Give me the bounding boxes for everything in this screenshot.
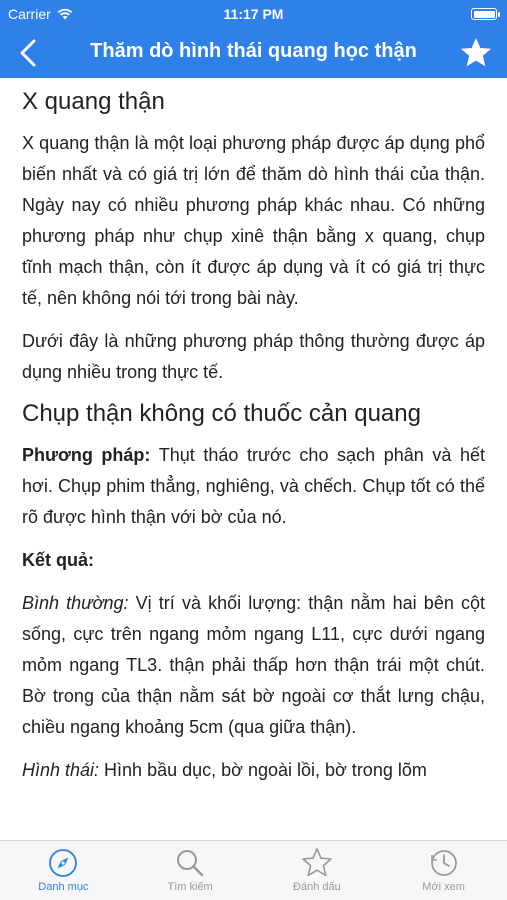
tab-bar	[0, 840, 507, 900]
battery-icon	[471, 8, 497, 20]
shape-paragraph	[22, 755, 485, 786]
method-paragraph	[22, 440, 485, 533]
favorite-star-icon[interactable]	[459, 36, 493, 70]
tab-label: Mới xem	[422, 881, 465, 893]
tab-catalog[interactable]	[0, 841, 127, 900]
normal-label: Bình thường:	[22, 593, 129, 613]
tab-recent[interactable]	[380, 841, 507, 900]
result-label: Kết quả:	[22, 550, 94, 570]
shape-text: Hình bầu dục, bờ ngoài lồi, bờ trong lõm	[99, 760, 427, 780]
tab-label: Tìm kiếm	[167, 881, 213, 893]
article-paragraph: Dưới đây là những phương pháp thông thường được áp dụng nhiều trong thực tế.	[22, 331, 485, 382]
shape-label: Hình thái:	[22, 760, 100, 780]
result-paragraph	[22, 545, 485, 576]
article-paragraph: X quang thận là một loại phương pháp được áp dụng phổ biến nhất và có giá trị lớn để thăm dò hình thái của thận. Ngày nay có nhiều phương pháp khác nhau. Có những phương pháp như chụp xinê thận bằng x quang, chụp tĩnh mạch thận, còn ít được áp dụng và ít có giá trị thực tế, nên không nói tới trong bài này.	[22, 133, 485, 308]
clock-icon	[427, 846, 461, 880]
section-heading: X quang thận	[22, 88, 165, 115]
tab-label: Danh mục	[38, 881, 89, 893]
back-chevron-icon[interactable]	[14, 37, 44, 69]
tab-bookmarks[interactable]	[254, 841, 381, 900]
page-title: Thăm dò hình thái quang học thận	[90, 40, 417, 62]
status-time: 11:17 PM	[223, 6, 284, 22]
method-label: Phương pháp:	[22, 445, 151, 465]
status-bar	[0, 0, 507, 28]
section-heading: Chụp thận không có thuốc cản quang	[22, 400, 421, 427]
carrier-label: Carrier	[8, 6, 51, 22]
tab-search[interactable]	[127, 841, 254, 900]
navigation-bar	[0, 28, 507, 78]
article-content	[0, 78, 507, 840]
star-icon	[300, 846, 334, 880]
method-text: Thụt tháo trước cho sạch phân và hết hơi. Chụp phim thẳng, nghiêng, và chếch. Chụp tốt có thể rõ được hình thận với bờ của nó.	[22, 445, 485, 527]
normal-paragraph	[22, 588, 485, 743]
tab-label: Đánh dấu	[293, 881, 341, 893]
compass-icon	[46, 846, 80, 880]
search-icon	[173, 846, 207, 880]
normal-text: Vị trí và khối lượng: thận nằm hai bên cột sống, cực trên ngang mỏm ngang L11, cực dưới ngang mỏm ngang TL3. thận phải thấp hơn thận trái một chút. Bờ trong của thận nằm sát bờ ngoài cơ thắt lưng chậu, chiều ngang khoảng 5cm (qua giữa thận).	[22, 593, 485, 737]
